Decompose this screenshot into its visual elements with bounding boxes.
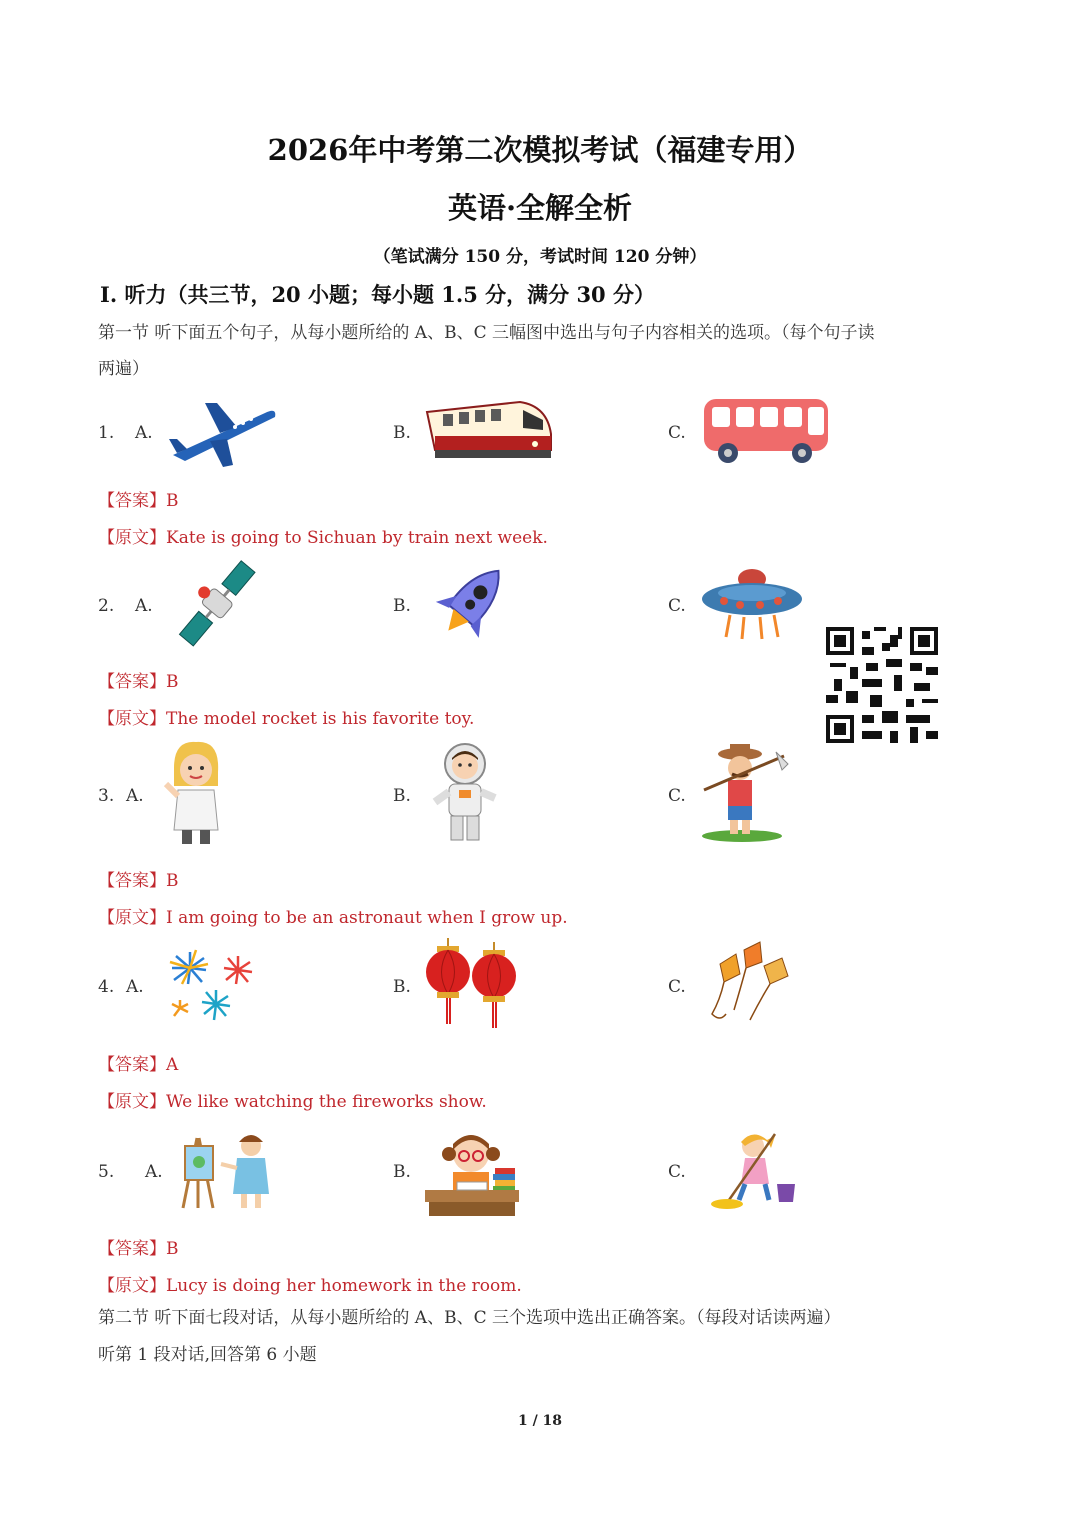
option-a-label: A.: [135, 596, 153, 616]
question-number: 2.: [98, 596, 115, 616]
dialogue-prompt: 听第 1 段对话,回答第 6 小题: [98, 1345, 317, 1365]
answer-line: 【答案】B: [98, 871, 179, 891]
answer-line: 【答案】B: [98, 491, 179, 511]
option-a-label: A.: [126, 786, 144, 806]
airplane-icon: [165, 395, 280, 470]
mopping-icon: [705, 1128, 797, 1212]
option-a-label: A.: [126, 977, 144, 997]
option-b-label: B.: [393, 596, 411, 616]
ufo-icon: [700, 565, 804, 641]
fireworks-icon: [160, 948, 260, 1028]
answer-line: 【答案】A: [98, 1055, 179, 1075]
option-c-label: C.: [668, 977, 686, 997]
rocket-icon: [424, 560, 520, 646]
painting-icon: [175, 1128, 275, 1212]
kites-icon: [700, 940, 792, 1028]
transcript-line: 【原文】Lucy is doing her homework in the room.: [98, 1276, 522, 1296]
option-c-label: C.: [668, 786, 686, 806]
option-c-label: C.: [668, 1162, 686, 1182]
answer-line: 【答案】B: [98, 1239, 179, 1259]
section-heading: Ⅰ. 听力（共三节，20 小题；每小题 1.5 分，满分 30 分）: [100, 282, 655, 307]
option-b-label: B.: [393, 977, 411, 997]
lanterns-icon: [425, 938, 521, 1030]
option-a-label: A.: [135, 423, 153, 443]
option-a-label: A.: [145, 1162, 163, 1182]
question-number: 4.: [98, 977, 115, 997]
option-b-label: B.: [393, 1162, 411, 1182]
qr-code: [826, 627, 938, 743]
option-b-label: B.: [393, 423, 411, 443]
transcript-line: 【原文】We like watching the fireworks show.: [98, 1092, 487, 1112]
page-subtitle: 英语·全解全析: [447, 191, 633, 225]
option-c-label: C.: [668, 423, 686, 443]
option-c-label: C.: [668, 596, 686, 616]
page-title: 2026年中考第二次模拟考试（福建专用）: [267, 133, 813, 167]
bus-icon: [702, 395, 830, 467]
train-icon: [425, 398, 555, 466]
exam-note: （笔试满分 150 分，考试时间 120 分钟）: [373, 247, 707, 267]
satellite-icon: [178, 558, 258, 650]
transcript-line: 【原文】The model rocket is his favorite toy.: [98, 709, 475, 729]
transcript-line: 【原文】Kate is going to Sichuan by train next week.: [98, 528, 548, 548]
farmer-icon: [700, 740, 790, 846]
part2-instruction: 第二节 听下面七段对话，从每小题所给的 A、B、C 三个选项中选出正确答案。（每段对话读两遍）: [98, 1308, 841, 1328]
question-number: 5.: [98, 1162, 115, 1182]
part1-instruction-cont: 两遍）: [98, 359, 149, 379]
doctor-icon: [160, 738, 232, 848]
homework-icon: [425, 1124, 519, 1218]
astronaut-icon: [425, 740, 505, 848]
page-number: 1 / 18: [517, 1413, 563, 1429]
answer-line: 【答案】B: [98, 672, 179, 692]
question-number: 1.: [98, 423, 115, 443]
transcript-line: 【原文】I am going to be an astronaut when I grow up.: [98, 908, 568, 928]
question-number: 3.: [98, 786, 115, 806]
option-b-label: B.: [393, 786, 411, 806]
part1-instruction: 第一节 听下面五个句子，从每小题所给的 A、B、C 三幅图中选出与句子内容相关的选项。（每个句子读: [98, 323, 875, 343]
